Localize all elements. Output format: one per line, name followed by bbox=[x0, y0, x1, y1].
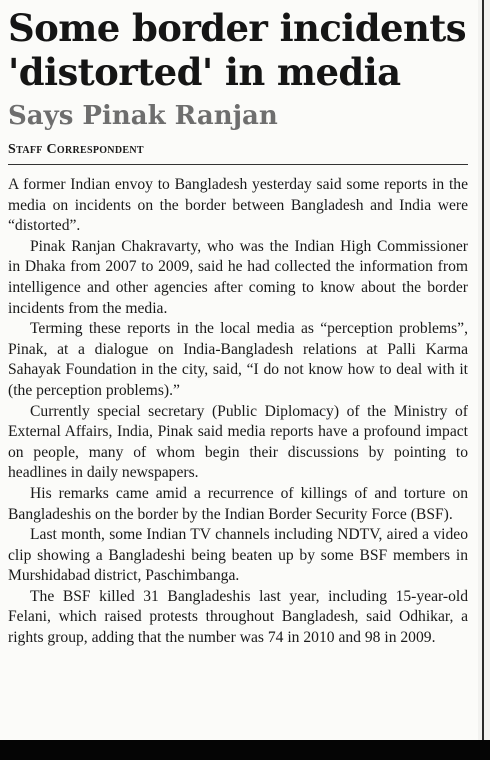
paragraph: The BSF killed 31 Bangladeshis last year, including 15-year-old Felani, which raised protests throughout Bangladesh, said Odhikar, a rights group, adding that the number was 74 in 2010 and 98 in 2009. bbox=[8, 587, 468, 647]
paragraph: Currently special secretary (Public Diplomacy) of the Ministry of External Affairs, India, Pinak said media reports have a profound impact on people, many of whom begin their discussions by pointing to headlines in daily newspapers. bbox=[8, 402, 468, 482]
column-rule bbox=[482, 0, 484, 742]
subheadline: Says Pinak Ranjan bbox=[8, 101, 278, 131]
bottom-border bbox=[0, 740, 490, 760]
paragraph: A former Indian envoy to Bangladesh yesterday said some reports in the media on incidents on the border between Bangladesh and India were “distorted”. bbox=[8, 176, 468, 235]
paragraph: His remarks came amid a recurrence of killings of and torture on Bangladeshis on the border by the Indian Border Security Force (BSF). bbox=[8, 484, 468, 523]
paragraph: Terming these reports in the local media as “perception problems”, Pinak, at a dialogue on India-Bangladesh relations at Palli Karma Sahayak Foundation in the city, said, “I do not know how to deal with it (the perception problems).” bbox=[8, 320, 468, 399]
headline: Some border incidents 'distorted' in media bbox=[8, 6, 466, 94]
paragraph: Last month, some Indian TV channels including NDTV, aired a video clip showing a Bangladeshi being beaten up by some BSF members in Murshidabad district, Paschimbanga. bbox=[8, 526, 468, 585]
byline: Staff Correspondent bbox=[8, 142, 468, 165]
paragraph: Pinak Ranjan Chakravarty, who was the Indian High Commissioner in Dhaka from 2007 to 2009, said he had collected the information from intelligence and other agencies after coming to know about the border incidents from the media. bbox=[8, 237, 468, 317]
article-body bbox=[8, 175, 468, 649]
